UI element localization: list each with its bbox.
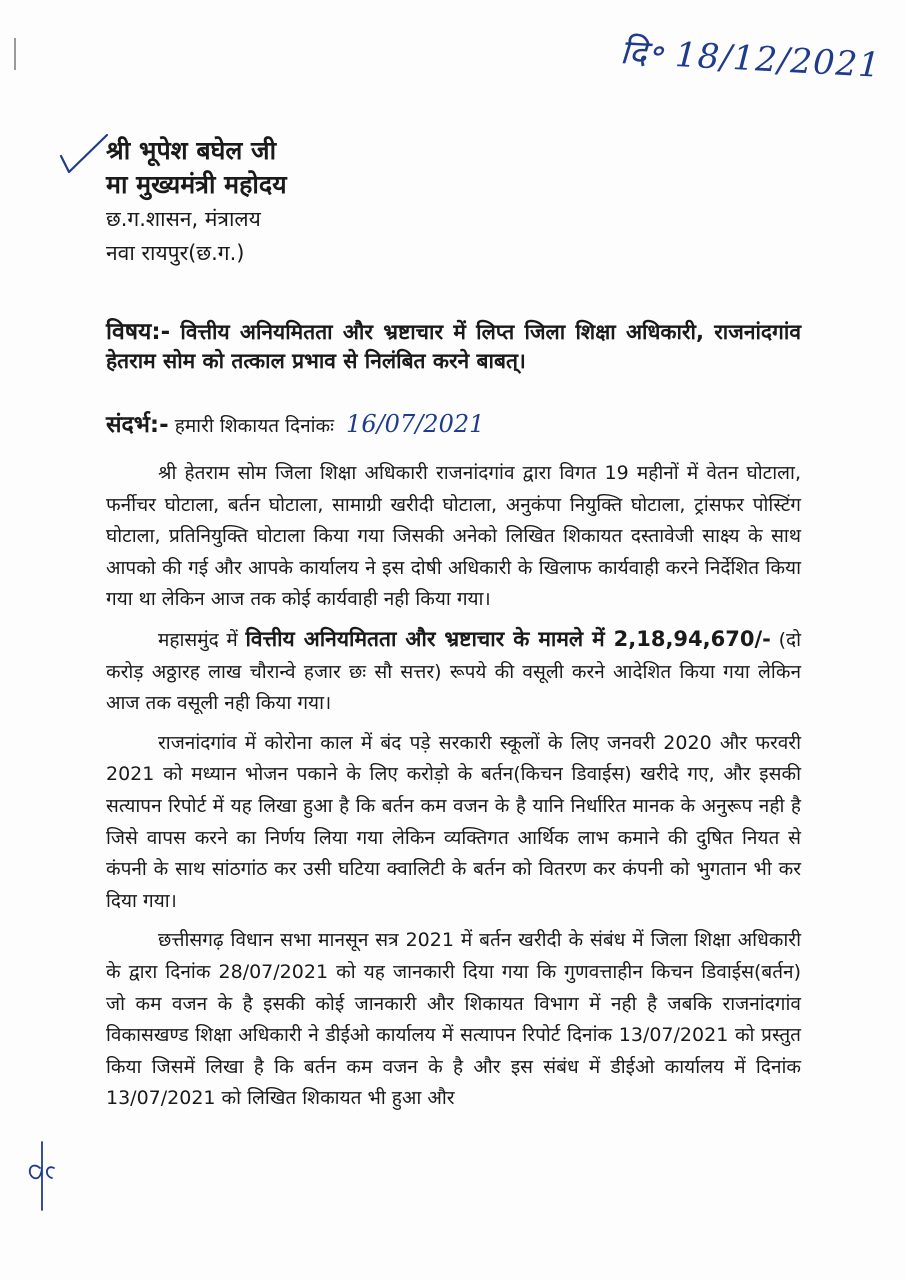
paragraph-1: श्री हेतराम सोम जिला शिक्षा अधिकारी राजनांदगांव द्वारा विगत 19 महीनों में वेतन घोटाला, फर्नीचर घोटाला, बर्तन घोटाला, सामाग्री खरीदी घोटाला, अनुकंपा नियुक्ति घोटाला, ट्रांसफर पोस्टिंग घोटाला, प्रतिनियुक्ति घोटाला किया गया जिसकी अनेको लिखित शिकायत दस्तावेजी साक्ष्य के साथ आपको की गई और आपके कार्यालय ने इस दोषी अधिकारी के खिलाफ कार्यवाही करने निर्देशित किया गया था लेकिन आज तक कोई कार्यवाही नही किया गया।: [106, 462, 801, 611]
reference-line: [106, 407, 484, 439]
subject-text: वित्तीय अनियमितता और भ्रष्टाचार में लिप्त जिला शिक्षा अधिकारी, राजनांदगांव हेतराम सोम को तत्काल प्रभाव से निलंबित करने बाबत्।: [106, 320, 801, 373]
reference-label: संदर्भ:-: [106, 412, 169, 438]
subject-line: [106, 318, 801, 376]
handwritten-date: दि॰ 18/12/2021: [619, 32, 882, 86]
addressee-name: श्री भूपेश बघेल जी: [106, 136, 277, 165]
paragraph-2-rest: (दो करोड़ अठ्ठारह लाख चौरान्वे हजार छः सौ सत्तर) रूपये की वसूली करने आदेशित किया गया लेकिन आज तक वसूली नही किया गया।: [106, 628, 802, 715]
addressee-block: [106, 134, 287, 270]
paragraph-4: छत्तीसगढ़ विधान सभा मानसून सत्र 2021 में बर्तन खरीदी के संबंध में जिला शिक्षा अधिकारी के द्वारा दिनांक 28/07/2021 को यह जानकारी दिया गया कि गुणवत्ताहीन किचन डिवाईस(बर्तन) जो कम वजन के है इसकी कोई जानकारी और शिकायत विभाग में नही है जबकि राजनांदगांव विकासखण्ड शिक्षा अधिकारी ने डीईओ कार्यालय में सत्यापन रिपोर्ट दिनांक 13/07/2021 को प्रस्तुत किया जिसमें लिखा है कि बर्तन कम वजन के है और इस संबंध में डीईओ कार्यालय में दिनांक 13/07/2021 को लिखित शिकायत भी हुआ और: [106, 929, 801, 1110]
paragraph-3: राजनांदगांव में कोरोना काल में बंद पड़े सरकारी स्कूलों के लिए जनवरी 2020 और फरवरी 2021 को मध्यान भोजन पकाने के लिए करोड़ो के बर्तन(किचन डिवाईस) खरीदे गए, और इसकी सत्यापन रिपोर्ट में यह लिखा हुआ है कि बर्तन कम वजन के है यानि निर्धारित मानक के अनुरूप नही है जिसे वापस करने का निर्णय लिया गया लेकिन व्यक्तिगत आर्थिक लाभ कमाने की दुषित नियत से कंपनी के साथ सांठगांठ कर उसी घटिया क्वालिटी के बर्तन को वितरण कर कंपनी को भुगतान भी कर दिया गया।: [106, 731, 801, 912]
reference-handwritten-date: 16/07/2021: [346, 410, 485, 438]
paragraph-2-bold: वित्तीय अनियमितता और भ्रष्टाचार के मामले में 2,18,94,670/-: [245, 626, 771, 651]
addressee-city: नवा रायपुर(छ.ग.): [106, 241, 245, 265]
letter-body: [106, 458, 801, 1123]
paragraph-2: [106, 624, 801, 720]
subject-label: विषय:-: [106, 319, 171, 345]
handwritten-initials-signature: [22, 1138, 62, 1218]
addressee-designation: मा मुख्यमंत्री महोदय: [106, 170, 287, 199]
paragraph-2-lead: महासमुंद में: [158, 628, 238, 651]
addressee-office: छ.ग.शासन, मंत्रालय: [106, 207, 261, 231]
checkmark-icon: [58, 132, 110, 176]
scan-edge-mark: [14, 38, 16, 70]
reference-text: हमारी शिकायत दिनांकः: [174, 415, 334, 437]
